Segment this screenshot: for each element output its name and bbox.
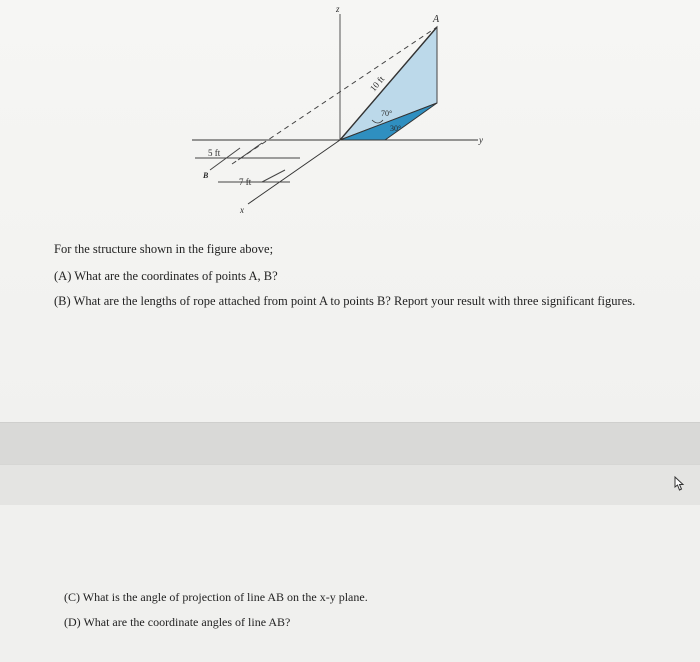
question-d: (D) What are the coordinate angles of line AB? xyxy=(64,615,291,629)
question-panel-bottom xyxy=(0,505,700,662)
separator-band-lower xyxy=(0,464,700,506)
label-angle-30: 30° xyxy=(390,124,402,133)
label-point-B: B xyxy=(203,171,209,180)
label-x-axis: x xyxy=(240,205,244,215)
question-b: (B) What are the lengths of rope attached from point A to points B? Report your result with three significant figures. xyxy=(54,294,636,308)
structure-figure xyxy=(0,0,700,235)
x-axis xyxy=(248,140,340,204)
question-intro: For the structure shown in the figure above; xyxy=(54,242,274,256)
separator-band xyxy=(0,422,700,465)
label-7ft: 7 ft xyxy=(239,177,252,187)
label-5ft: 5 ft xyxy=(208,148,221,158)
dim-line-5ft-diag2 xyxy=(238,143,262,160)
label-y-axis: y xyxy=(479,135,483,145)
question-a: (A) What are the coordinates of points A, B? xyxy=(54,269,278,283)
label-z-axis: z xyxy=(336,4,340,14)
label-10ft: 10 ft xyxy=(367,74,387,94)
label-angle-70: 70° xyxy=(381,109,393,118)
label-point-A: A xyxy=(433,14,440,25)
question-c: (C) What is the angle of projection of line AB on the x-y plane. xyxy=(64,590,368,604)
mouse-pointer-icon xyxy=(672,476,686,492)
